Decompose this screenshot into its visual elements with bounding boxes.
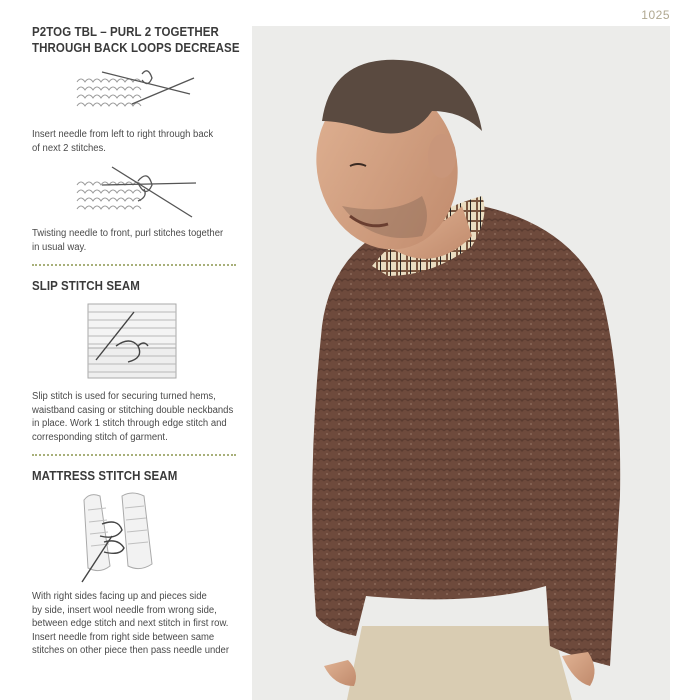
mattress-stitch-title: MATTRESS STITCH SEAM xyxy=(32,469,178,483)
slip-stitch-desc-line4: corresponding stitch of garment. xyxy=(32,431,168,443)
slip-stitch-desc-line1: Slip stitch is used for securing turned hems, xyxy=(32,391,216,402)
p2tog-twist-purl-icon xyxy=(72,163,202,221)
mattress-desc-line2: by side, insert wool needle from wrong side, xyxy=(32,604,217,616)
slip-stitch-title: SLIP STITCH SEAM xyxy=(32,279,140,293)
p2tog-title-line1: P2TOG TBL – PURL 2 TOGETHER xyxy=(32,25,219,39)
sweater-photo-drawing xyxy=(252,26,670,700)
slip-stitch-desc-line2: waistband casing or stitching double neckbands xyxy=(32,404,234,416)
p2tog-step1-line2: of next 2 stitches. xyxy=(32,142,106,154)
instructions-column xyxy=(32,24,238,658)
mattress-desc-line1: With right sides facing up and pieces side xyxy=(32,591,207,602)
slip-stitch-seam-icon xyxy=(86,302,182,380)
page-number: 1025 xyxy=(641,8,670,22)
p2tog-step1-line1: Insert needle from left to right through back xyxy=(32,129,214,140)
p2tog-step2-line1: Twisting needle to front, purl stitches together xyxy=(32,228,224,239)
p2tog-needle-insert-icon xyxy=(72,64,202,120)
man-in-brown-sweater-photo xyxy=(252,26,670,700)
p2tog-title-line2: THROUGH BACK LOOPS DECREASE xyxy=(32,41,240,55)
mattress-desc-line5: stitches on other piece then pass needle under xyxy=(32,645,230,656)
p2tog-step2-line2: in usual way. xyxy=(32,241,87,253)
mattress-desc-line3: between edge stitch and next stitch in first row. xyxy=(32,618,229,629)
mattress-desc-line4: Insert needle from right side between same xyxy=(32,631,215,643)
slip-stitch-desc-line3: in place. Work 1 stitch through edge stitch and xyxy=(32,418,227,429)
divider xyxy=(32,264,236,266)
divider xyxy=(32,454,236,456)
mattress-stitch-seam-icon xyxy=(78,490,158,584)
